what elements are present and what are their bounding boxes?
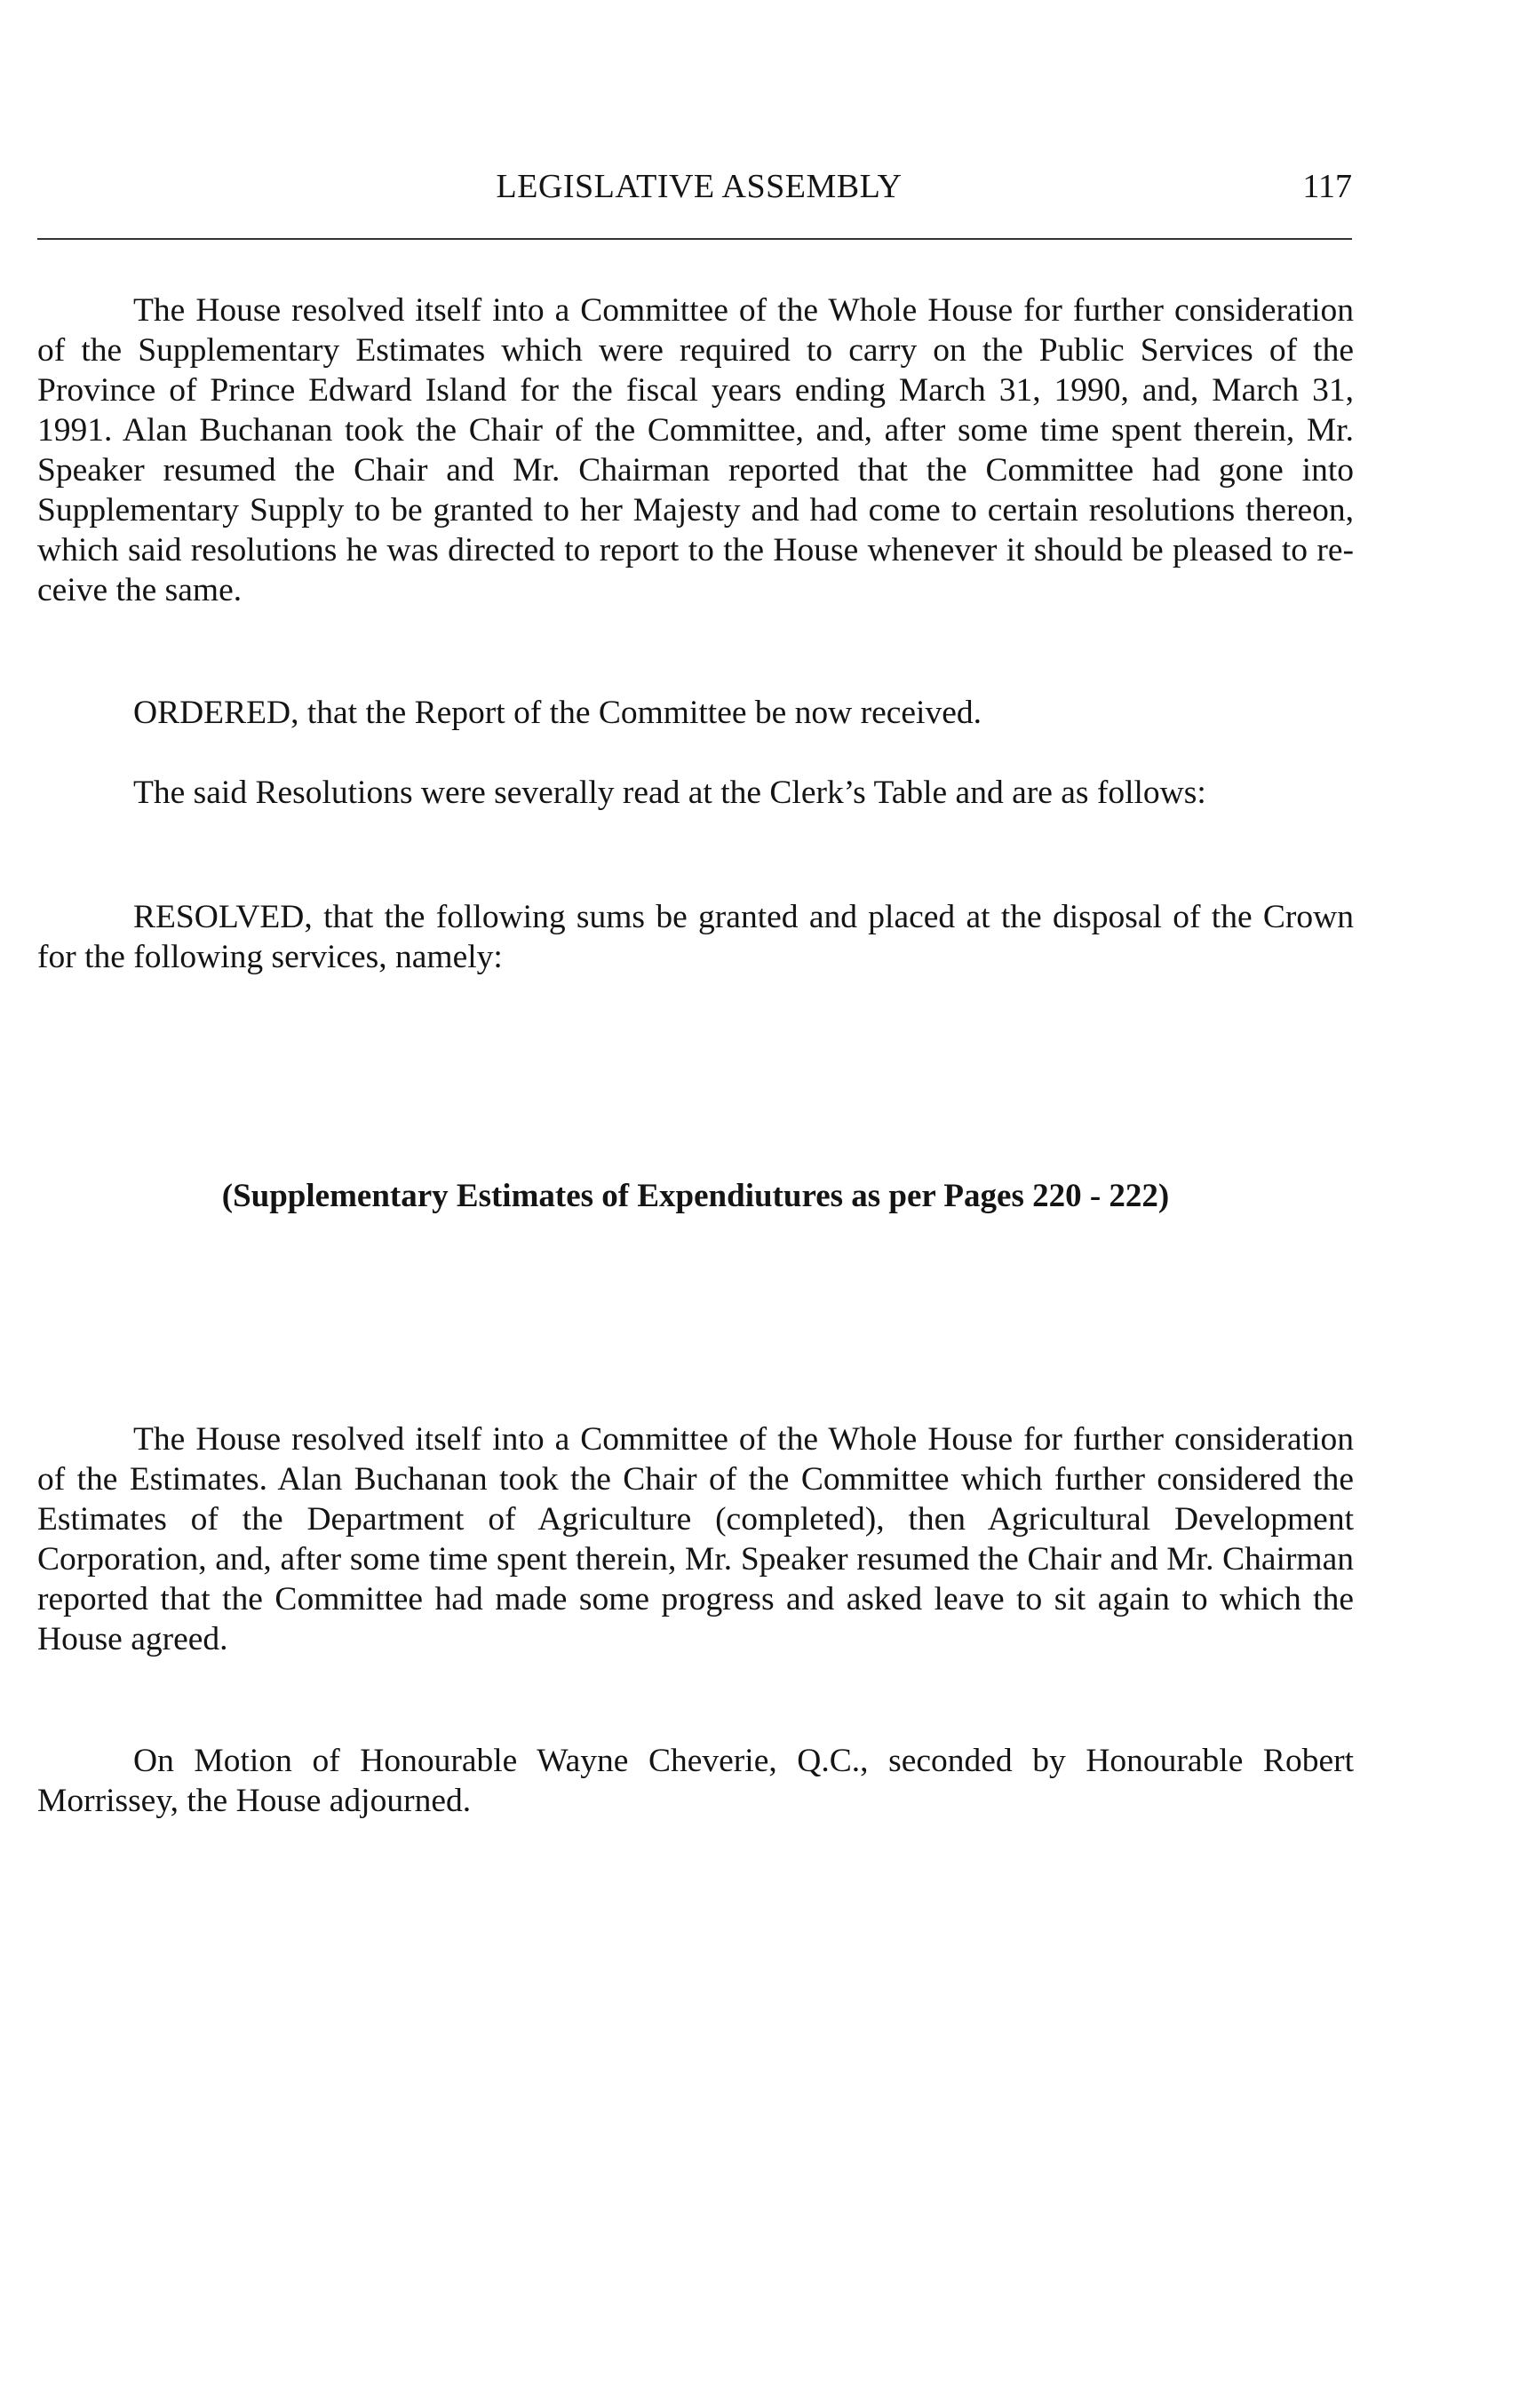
paragraph-adjournment: On Motion of Honourable Wayne Cheverie, Q.C., seconded by Honourable Robert Morrissey, the House adjourned.: [37, 1743, 1354, 1819]
header-title: LEGISLATIVE ASSEMBLY: [496, 168, 903, 205]
paragraph-ordered: ORDERED, that the Report of the Committee be now received.: [133, 695, 982, 731]
paragraph-committee-estimates: The House resolved itself into a Committee of the Whole House for further consideration of the Estimates. Alan Buchanan took the Chair of the Committee which further considered the Estimates of the Department of Agriculture (completed), then Agricultural Development Corporation, and, after some time spent therein, Mr. Speaker resumed the Chair and Mr. Chairman reported that the Committee had made some progress and asked leave to sit again to which the House agreed.: [37, 1421, 1354, 1657]
running-header: [37, 167, 1361, 213]
header-rule: [37, 238, 1352, 240]
page-number: 117: [1302, 168, 1352, 205]
supplementary-estimates-heading: (Supplementary Estimates of Expendiutures as per Pages 220 - 222): [221, 1178, 1170, 1214]
paragraph-committee-supplementary-estimates: The House resolved itself into a Committee of the Whole House for further consideration of the Supplementary Estimates which were required to carry on the Public Services of the Province of Prince Edward Island for the fiscal years ending March 31, 1990, and, March 31, 1991. Alan Buchanan took the Chair of the Committee, and, after some time spent therein, Mr. Speaker resumed the Chair and Mr. Chairman reported that the Committee had gone into Supplementary Supply to be granted to her Majesty and had come to certain resolutions thereon, which said resolutions he was directed to report to the House whenever it should be pleased to receive the same.: [37, 292, 1354, 608]
paragraph-resolved: RESOLVED, that the following sums be granted and placed at the disposal of the Crown for the following services, namely:: [37, 899, 1354, 975]
paragraph-resolutions-read: The said Resolutions were severally read at the Clerk’s Table and are as follows:: [133, 775, 1206, 811]
